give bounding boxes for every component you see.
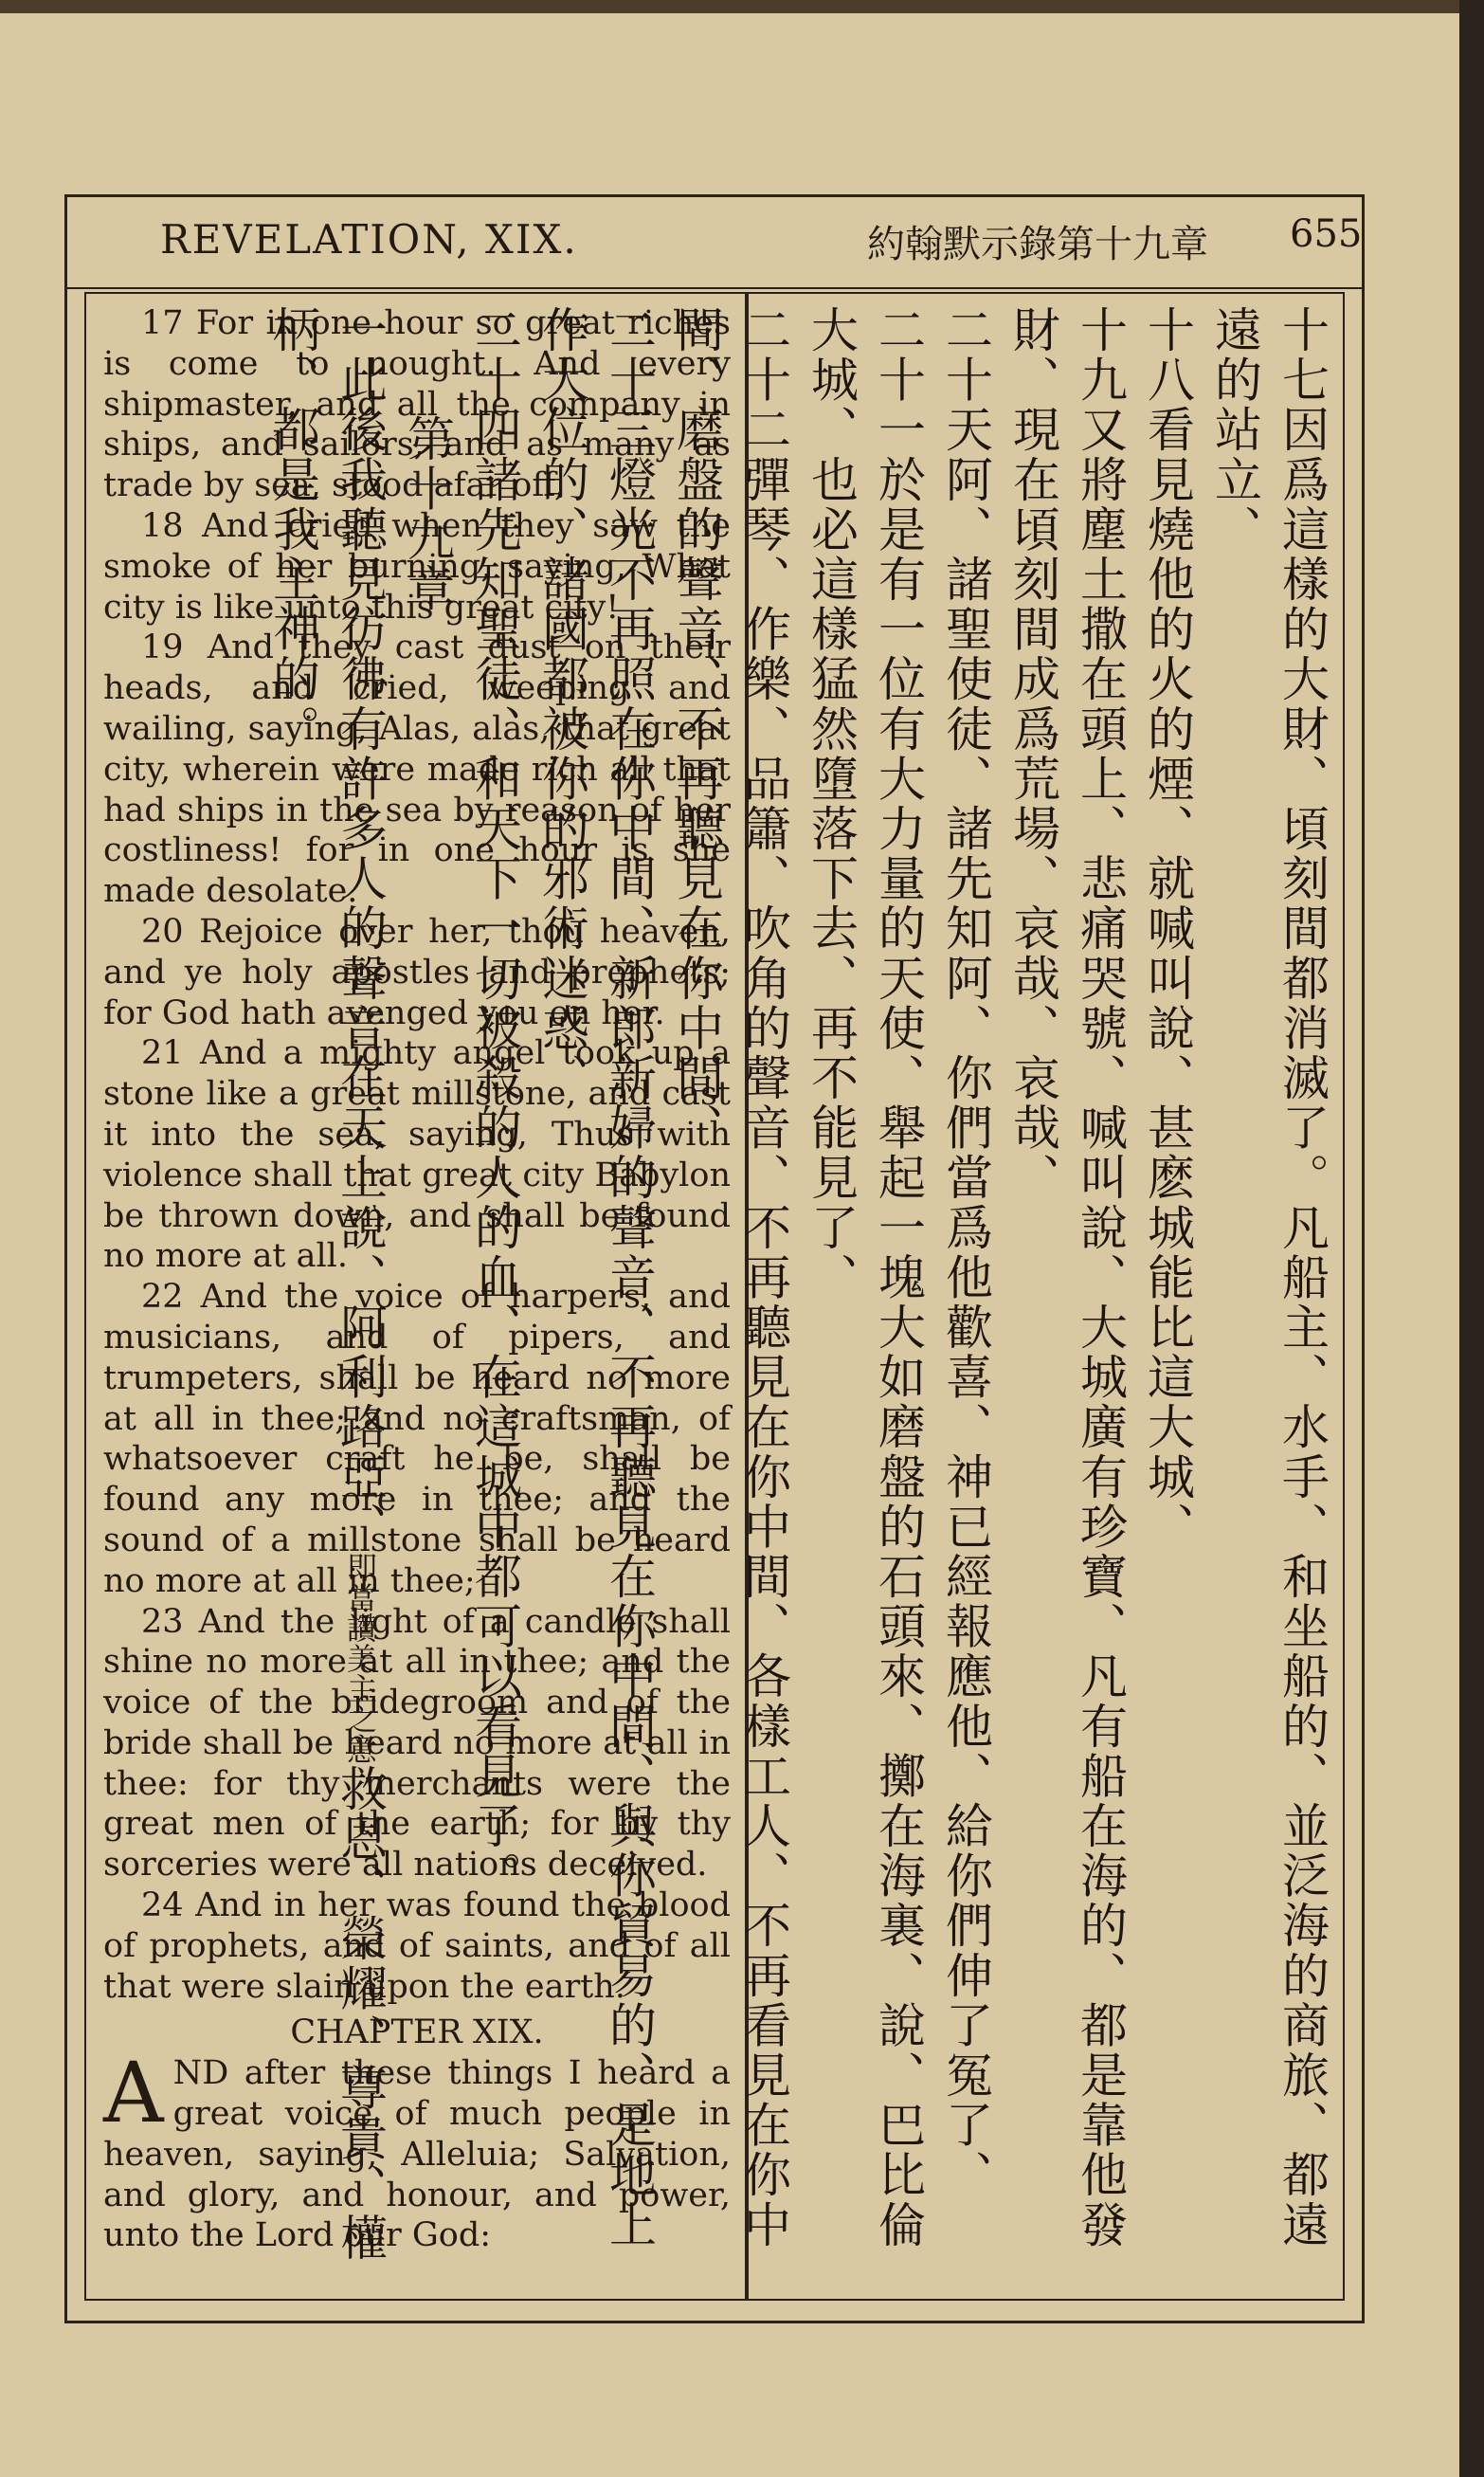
book-top-edge	[0, 0, 1484, 13]
chinese-verse-20: 二十天阿、諸聖使徒、諸先知阿、你們當爲他歡喜、神已經報應他、給你們伸了冤了、	[938, 305, 993, 2200]
verse-18: 18 And cried when they saw the smoke of her burning, saying, What city is like unto this great city!	[103, 506, 731, 627]
chapter-19-verse-1-text: ND after these things I heard a great voice of much people in heaven, saying, Alleluia; Salvation, and glory, and honour, and power, unto the Lord our God:	[103, 2054, 731, 2255]
header-title-english: REVELATION, XIX.	[160, 216, 578, 263]
verse-17: 17 For in one hour so great riches is come to nought. And every shipmaster, and all the company in ships, and sailors, and as many as trade by sea, stood afar off,	[103, 304, 731, 505]
chinese-verse-17: 十七因爲這樣的大財、頃刻間都消滅了。凡船主、水手、和坐船的、並泛海的商旅、都遠遠的站立、	[1207, 305, 1330, 2250]
chinese-verse-1-part-b: 救恩、榮耀、尊貴、權柄、都是我主神的。	[265, 305, 388, 2263]
verse-23: 23 And the light of a candle shall shine no more at all in thee; and the voice of the bridegroom and of the bride shall be heard no more at all in thee: for thy merchants were the great men of the earth; for by thy sorceries were all nations deceived.	[103, 1602, 731, 1885]
chinese-chapter-19-verse-1	[259, 305, 393, 2286]
chinese-verse-19: 十九又將塵土撒在頭上、悲痛哭號、喊叫說、大城廣有珍寶、凡有船在海的、都是靠他發財、現在頃刻間成爲荒場、哀哉、哀哉、	[1005, 305, 1128, 2250]
page-number: 655	[1290, 212, 1363, 256]
verse-21: 21 And a mighty angel took up a stone like a great millstone, and cast it into the sea, saying, Thus with violence shall that great city Babylon be thrown down, and shall be found no more at all.	[103, 1034, 731, 1276]
text-frame	[64, 194, 1365, 2323]
chinese-verse-21: 二十一於是有一位有大力量的天使、舉起一塊大如磨盤的石頭來、擲在海裏、說、巴比倫大城、也必這樣猛然墮落下去、再不能見了、	[804, 305, 926, 2250]
two-column-box	[84, 292, 1345, 2301]
book-spine-edge	[1459, 0, 1484, 2477]
chinese-verse-18: 十八看見燒他的火的煙、就喊叫說、甚麽城能比這大城、	[1140, 305, 1195, 1552]
verse-24: 24 And in her was found the blood of prophets, and of saints, and of all that were slain upon the earth.	[103, 1886, 731, 2006]
chapter-heading: CHAPTER XIX.	[290, 2013, 544, 2052]
chinese-chapter-heading: 第十九章	[400, 414, 455, 614]
chinese-verse-22: 二十二彈琴、作樂、品簫、吹角的聲音、不再聽見在你中間、各樣工人、不再看見在你中間、磨盤的聲音、不再聽見在你中間、	[669, 305, 791, 2250]
verse-19: 19 And they cast dust on their heads, and cried, weeping and wailing, saying, Alas, alas, that great city, wherein were made rich all that had ships in the sea by reason of her costliness! for in one hour is she made desolate.	[103, 628, 731, 911]
chinese-inline-note: 即當讚美主之意	[342, 1552, 378, 1764]
chinese-verse-1-part-a: 一此後我聽見彷彿有許多人的聲音在天上說、阿利路亞、	[333, 305, 388, 1552]
verse-20: 20 Rejoice over her, thou heaven, and ye holy apostles and prophets; for God hath avenged you on her.	[103, 912, 731, 1032]
header-title-chinese: 約翰默示錄第十九章	[867, 223, 1208, 266]
chinese-verse-24: 二十四諸先知聖徒、和天下一切被殺的人的血、在這城中都可以看見了。	[467, 305, 522, 1902]
chinese-verse-23: 二十三燈光不再照在你中間、新郎新婦的聲音、不再聽見在你中間、與你貿易的、是地上作大位的、諸國都被你的邪術迷惑、	[534, 305, 657, 2250]
verse-22: 22 And the voice of harpers, and musicians, and of pipers, and trumpeters, shall be heard no more at all in thee; and no craftsman, of whatsoever craft he be, shall be found any more in thee; and the sound of a millstone shall be heard no more at all in thee;	[103, 1278, 731, 1600]
running-header	[67, 197, 1362, 289]
drop-cap: A	[103, 2044, 164, 2142]
